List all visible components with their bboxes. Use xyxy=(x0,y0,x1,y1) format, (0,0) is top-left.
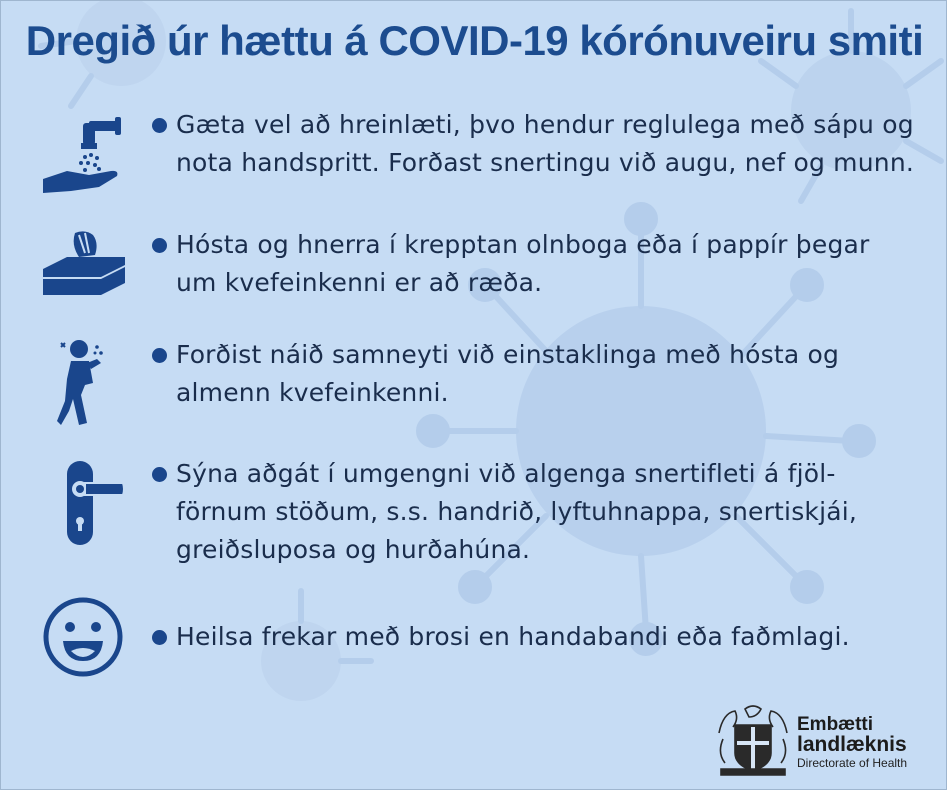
bullet xyxy=(152,238,167,253)
bullet xyxy=(152,467,167,482)
tip-4-line-3: greiðsluposa og hurðahúna. xyxy=(176,535,531,564)
tip-3-line-2: almenn kvefeinkenni. xyxy=(176,378,449,407)
bullet xyxy=(152,118,167,133)
tip-2-line-1: Hósta og hnerra í krepptan olnboga eða í pappír þegar xyxy=(176,230,870,259)
bullet xyxy=(152,348,167,363)
hand-washing-icon xyxy=(41,113,131,195)
tip-4-line-2: förnum stöðum, s.s. handrið, lyftuhnappa, snertiskjái, xyxy=(176,497,858,526)
logo-name-line-1: Embætti xyxy=(797,714,873,735)
logo-subtitle: Directorate of Health xyxy=(797,756,908,770)
smiley-face-icon xyxy=(41,595,125,679)
tissue-box-icon xyxy=(39,229,131,299)
page-title: Dregið úr hættu á COVID-19 kórónuveiru smiti xyxy=(25,17,924,64)
sneezing-person-icon xyxy=(57,339,107,427)
tip-3-line-1: Forðist náið samneyti við einstaklinga með hósta og xyxy=(176,340,840,369)
tip-4-line-1: Sýna aðgát í umgengni við algenga snertifleti á fjöl- xyxy=(176,459,836,488)
tip-1-line-2: nota handspritt. Forðast snertingu við augu, nef og munn. xyxy=(176,148,915,177)
logo-name-line-2: landlæknis xyxy=(797,733,907,756)
tip-5-line-1: Heilsa frekar með brosi en handabandi eða faðmlagi. xyxy=(176,622,850,651)
tip-2-line-2: um kvefeinkenni er að ræða. xyxy=(176,268,543,297)
bullet xyxy=(152,630,167,645)
tip-1-line-1: Gæta vel að hreinlæti, þvo hendur reglulega með sápu og xyxy=(176,110,914,139)
door-handle-icon xyxy=(65,459,127,547)
coat-of-arms-icon xyxy=(715,703,791,777)
